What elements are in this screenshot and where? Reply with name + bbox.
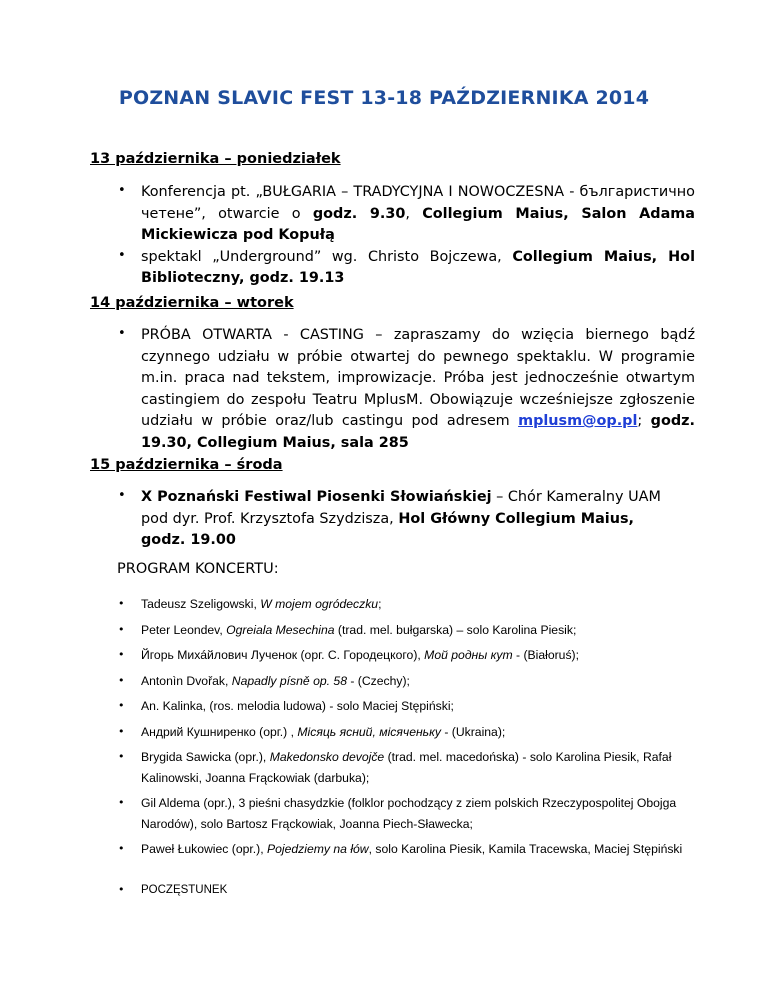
program-heading: PROGRAM KONCERTU: (117, 561, 279, 577)
bullet: • (118, 597, 125, 610)
program-item: • Antonìn Dvořak, Napadly písně op. 58 - (Czechy); (0, 671, 768, 692)
bullet: • (118, 622, 125, 636)
program-item: • Tadeusz Szeligowski, W mojem ogródeczku; (0, 594, 768, 615)
page-title: POZNAN SLAVIC FEST 13-18 PAŹDZIERNIKA 2014 (118, 87, 650, 109)
day-13-list (0, 182, 768, 290)
bullet: • (118, 699, 125, 712)
program-item: • Андрий Кушниренко (орг.) , Місяць ясний, місяченьку - (Ukraina); (0, 722, 768, 743)
bullet: • (118, 326, 126, 341)
list-item-text: spektakl „Underground” wg. Christo Bojczewa, Collegium Maius, Hol Biblioteczny, godz. 19.13 (141, 248, 695, 286)
bullet: • (118, 247, 126, 263)
day-heading-15: 15 października – środa (90, 457, 283, 473)
day-heading-14: 14 października – wtorek (90, 295, 294, 311)
program-item: • Brygida Sawicka (opr.), Makedonsko devojče (trad. mel. macedońska) - solo Karolina Piesik, Rafał Kalinowski, Joanna Frąckowiak (darbuka); (0, 747, 768, 788)
list-item-text: X Poznański Festiwal Piosenki Słowiańskiej – Chór Kameralny UAM pod dyr. Prof. Krzysztofa Szydzisza, Hol Główny Collegium Maius, godz. 19.00 (141, 489, 661, 548)
bullet: • (118, 488, 126, 503)
day-heading-13: 13 października – poniedziałek (90, 151, 341, 167)
list-item (0, 325, 768, 454)
bullet: • (118, 183, 126, 198)
bullet: • (118, 796, 125, 809)
bullet: • (118, 648, 125, 661)
program-item: • POCZĘSTUNEK (0, 880, 768, 901)
day-15-list (0, 487, 768, 552)
program-item: • Peter Leondev, Ogreiala Mesechina (trad. mel. bułgarska) – solo Karolina Piesik; (0, 620, 768, 641)
bullet: • (118, 750, 125, 763)
list-item (0, 182, 768, 247)
bullet: • (118, 882, 125, 896)
bullet: • (118, 673, 125, 687)
list-item-text: PRÓBA OTWARTA - CASTING – zapraszamy do wzięcia biernego bądź czynnego udziału w próbie otwartej do pewnego spektaklu. W programie m.in. praca nad tekstem, improwizacje. Próba jest jednocześnie otwartym castingiem do zespołu Teatru MplusM. Obowiązuje wcześniejsze zgłoszenie udziału w próbie oraz/lub castingu pod adresem mplusm@op.pl; godz. 19.30, Collegium Maius, sala 285 (141, 327, 695, 451)
program-item: • Йгорь Михáйлович Лученок (орг. С. Городецкого), Мой родны кут - (Białoruś); (0, 645, 768, 666)
program-item: • Gil Aldema (opr.), 3 pieśni chasydzkie (folklor pochodzący z ziem polskich Rzeczypospolitej Obojga Narodów), solo Bartosz Frąckowiak, Joanna Piech-Sławecka; (0, 793, 768, 834)
list-item-text: Konferencja pt. „BUŁGARIA – TRADYCYJNA I NOWOCZESNA - българистично четене”, otwarcie o godz. 9.30, Collegium Maius, Salon Adama Mickiewicza pod Kopułą (141, 184, 696, 243)
program-list (0, 594, 768, 900)
email-link[interactable]: mplusm@op.pl (518, 413, 638, 429)
list-item (0, 247, 768, 290)
program-item: • An. Kalinka, (ros. melodia ludowa) - solo Maciej Stępiński; (0, 696, 768, 717)
day-14-list (0, 325, 768, 454)
program-item: • Paweł Łukowiec (opr.), Pojedziemy na łów, solo Karolina Piesik, Kamila Tracewska, Maciej Stępiński (0, 839, 768, 860)
bullet: • (118, 724, 125, 738)
bullet: • (118, 842, 125, 855)
list-item (0, 487, 768, 552)
